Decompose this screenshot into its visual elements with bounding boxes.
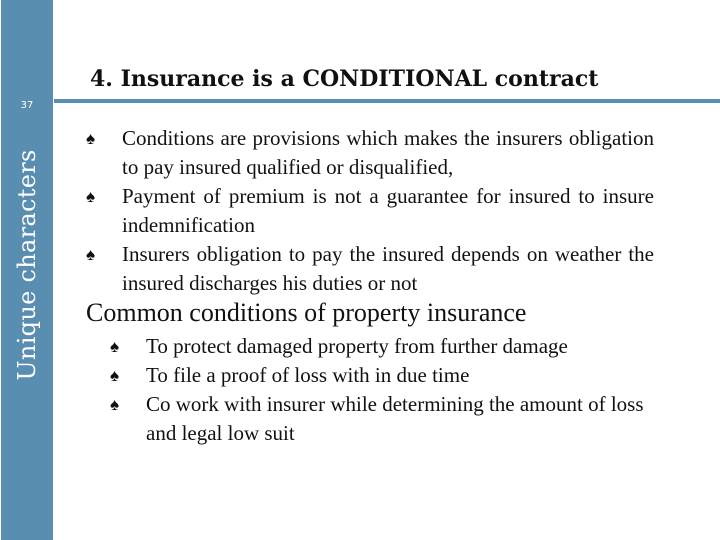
title-divider [54, 99, 720, 103]
bullet-text: Payment of premium is not a guarantee for insured to insure indemnification [122, 184, 654, 237]
left-sidebar [0, 0, 54, 540]
spade-icon: ♠ [86, 245, 96, 264]
sub-bullet-text: Co work with insurer while determining the amount of loss and legal low suit [146, 392, 644, 445]
slide-number: 37 [20, 100, 34, 111]
list-item [110, 361, 654, 390]
list-item [86, 182, 654, 240]
list-item [110, 390, 654, 448]
main-bullet-list [86, 124, 654, 298]
spade-icon: ♠ [110, 337, 120, 356]
sub-bullet-text: To file a proof of loss with in due time [146, 363, 470, 387]
list-item [86, 240, 654, 298]
spade-icon: ♠ [110, 366, 120, 385]
sub-bullet-text: To protect damaged property from further damage [146, 334, 568, 358]
list-item [86, 124, 654, 182]
side-label: Unique characters [13, 149, 41, 381]
list-item [110, 332, 654, 361]
sub-bullet-list [110, 332, 654, 448]
bullet-text: Conditions are provisions which makes the insurers obligation to pay insured qualified or disqualified, [122, 126, 654, 179]
section-subheading: Common conditions of property insurance [86, 298, 527, 327]
spade-icon: ♠ [86, 129, 96, 148]
slide-title: 4. Insurance is a CONDITIONAL contract [90, 66, 599, 92]
bullet-text: Insurers obligation to pay the insured depends on weather the insured discharges his duties or not [122, 242, 654, 295]
spade-icon: ♠ [86, 187, 96, 206]
spade-icon: ♠ [110, 395, 120, 414]
